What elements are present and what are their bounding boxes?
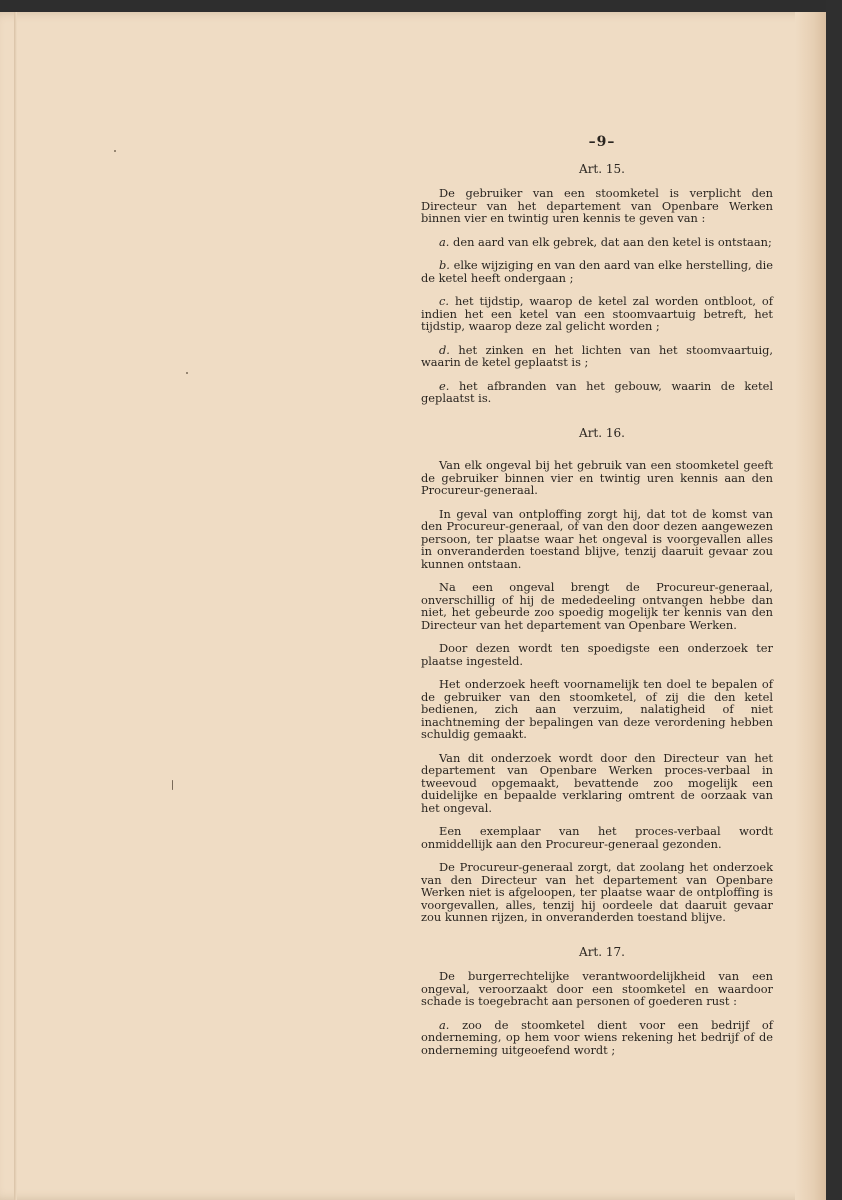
article-16-paragraph: Van dit onderzoek wordt door den Directeur van het departement van Openbare Werken proces-verbaal in tweevoud opgemaakt, bevattende zoo mogelijk een duidelijke en bepaalde verklaring omtrent de oorzaak van het ongeval.	[421, 750, 773, 815]
item-text: het afbranden van het gebouw, waarin de ketel geplaatst is.	[421, 378, 773, 405]
article-16-paragraph: Het onderzoek heeft voornamelijk ten doel te bepalen of de gebruiker van den stoomketel, of zij die den ketel bedienen, zich aan verzuim, nalatigheid of niet inachtneming der bepalingen van deze verordening hebben schuldig gemaakt.	[421, 677, 773, 741]
page-number: –9–	[588, 134, 616, 150]
page-edge-shadow	[795, 12, 826, 1200]
scan-background-top	[0, 0, 842, 12]
article-15-item-c	[421, 295, 773, 333]
article-16-paragraph: Een exemplaar van het proces-verbaal wordt onmiddellijk aan den Procureur-generaal gezonden.	[421, 824, 773, 851]
article-15-heading: Art. 15.	[579, 161, 625, 176]
article-16-paragraph: Van elk ongeval bij het gebruik van een stoomketel geeft de gebruiker binnen vier en twintig uren kennis aan den Procureur-generaal.	[421, 458, 773, 497]
article-17-intro: De burgerrechtelijke verantwoordelijkheid van een ongeval, veroorzaakt door een stoomketel en waardoor schade is toegebracht aan personen of goederen rust :	[421, 969, 773, 1008]
item-label: b.	[439, 258, 450, 272]
item-label: d.	[439, 342, 450, 357]
item-text: het zinken en het lichten van het stoomvaartuig, waarin de ketel geplaatst is ;	[421, 342, 773, 369]
item-text: elke wijziging en van den aard van elke herstelling, die de ketel heeft ondergaan ;	[421, 258, 774, 285]
item-label: e.	[439, 378, 450, 393]
article-16-paragraph: In geval van ontploffing zorgt hij, dat tot de komst van den Procureur-generaal, of van den door dezen aangewezen persoon, ter plaatse waar het ongeval is voorgevallen alles in onveranderden toestand blijve, tenzij daaruit gevaar zou kunnen ontstaan.	[421, 506, 773, 571]
paper-speck	[172, 780, 173, 790]
text-column	[421, 136, 773, 1067]
article-15-intro: De gebruiker van een stoomketel is verplicht den Directeur van het departement van Openbare Werken binnen vier en twintig uren kennis te geven van :	[421, 186, 773, 225]
item-text: zoo de stoomketel dient voor een bedrijf of onderneming, op hem voor wiens rekening het bedrijf of de onderneming uitgeoefend wordt ;	[421, 1017, 774, 1057]
item-label: a.	[439, 234, 450, 249]
page-fold-shadow	[14, 12, 17, 1200]
paper-speck	[186, 372, 188, 374]
paper-speck	[114, 150, 116, 152]
article-15-item-e	[421, 380, 773, 405]
article-16-paragraph: Door dezen wordt ten spoedigste een onderzoek ter plaatse ingesteld.	[421, 641, 773, 668]
article-16-heading: Art. 16.	[579, 425, 625, 440]
article-16-paragraph: De Procureur-generaal zorgt, dat zoolang het onderzoek van den Directeur van het departement van Openbare Werken niet is afgeloopen, ter plaatse waar de ontploffing is voorgevallen, alles, tenzij hij oordeele dat daaruit gevaar zou kunnen rijzen, in onveranderden toestand blijve.	[421, 860, 773, 924]
item-label: a.	[439, 1017, 450, 1032]
article-15-item-b	[421, 259, 773, 284]
item-label: c.	[439, 294, 450, 308]
item-text: het tijdstip, waarop de ketel zal worden ontbloot, of indien het een ketel van een stoomvaartuig betreft, het tijdstip, waarop deze zal gelicht worden ;	[421, 294, 773, 333]
article-17-heading: Art. 17.	[579, 944, 625, 959]
article-17-item-a	[421, 1019, 773, 1057]
scan-background-right	[826, 0, 842, 1200]
article-15-item-a	[421, 236, 773, 249]
article-16-paragraph: Na een ongeval brengt de Procureur-generaal, onverschillig of hij de mededeeling ontvangen hebbe dan niet, het gebeurde zoo spoedig mogelijk ter kennis van den Directeur van het departement van Openbare Werken.	[421, 580, 773, 632]
article-15-item-d	[421, 344, 773, 369]
item-text: den aard van elk gebrek, dat aan den ketel is ontstaan;	[453, 234, 772, 249]
